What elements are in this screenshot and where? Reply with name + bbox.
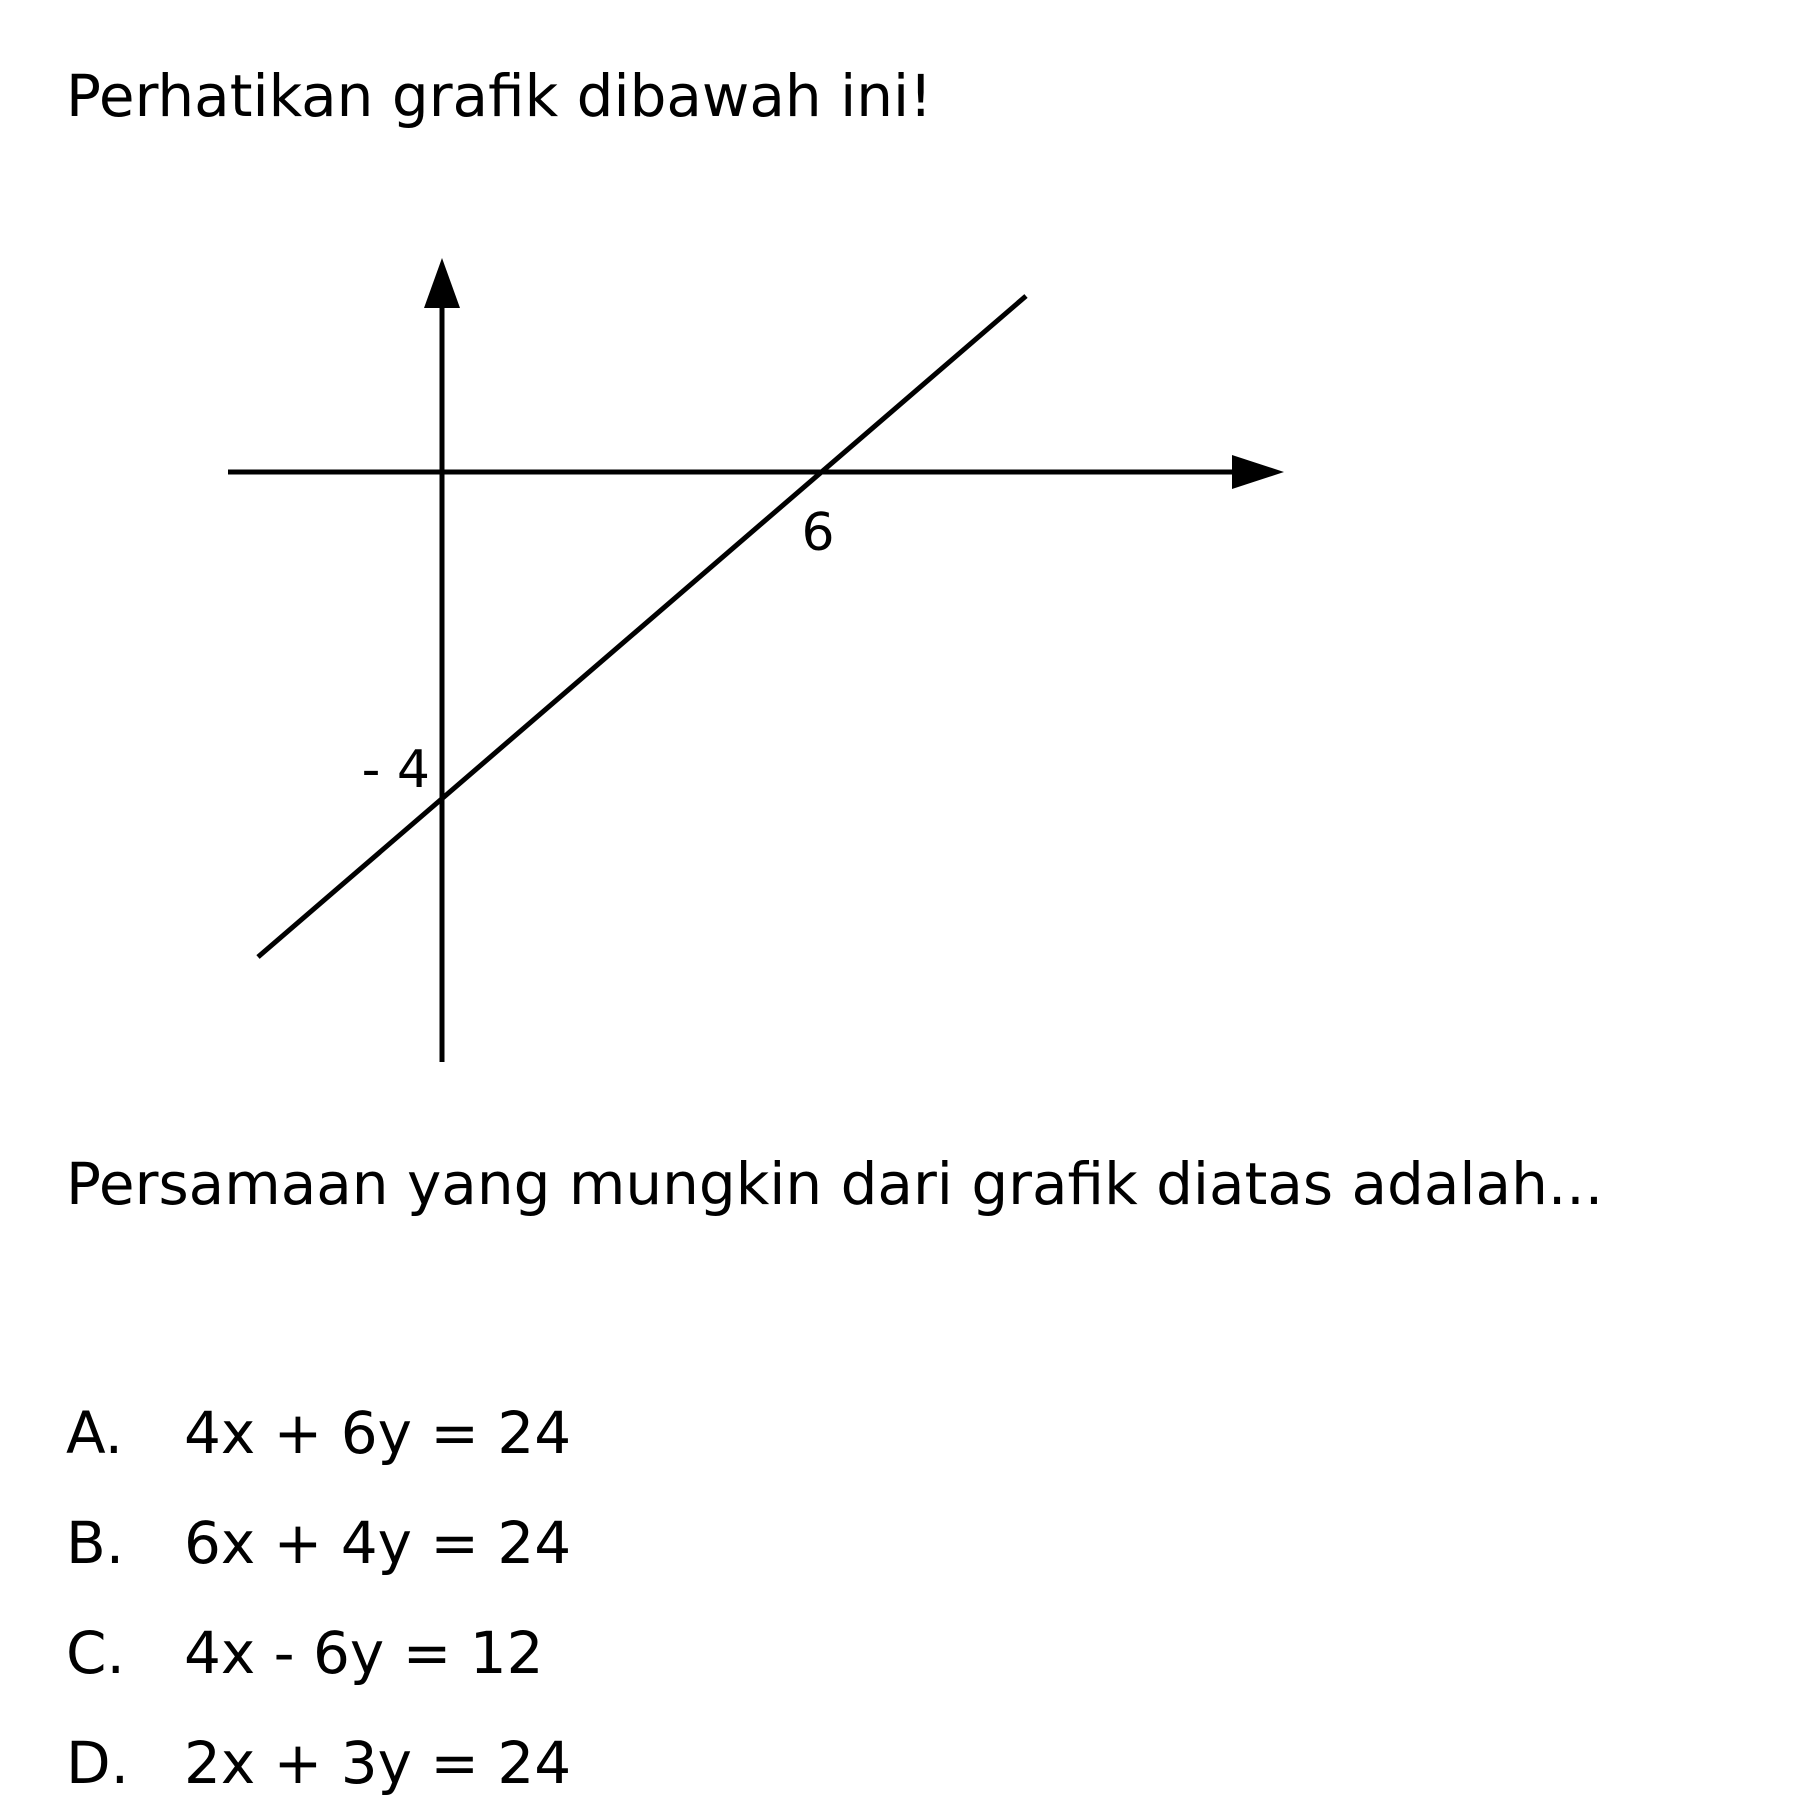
option-a[interactable] <box>66 1378 571 1488</box>
graph-line <box>258 296 1026 957</box>
x-axis-arrow-icon <box>1232 455 1284 489</box>
y-axis-arrow-icon <box>424 258 460 308</box>
answer-options <box>66 1378 571 1818</box>
option-d[interactable] <box>66 1708 571 1818</box>
option-letter: C. <box>66 1619 125 1687</box>
option-letter: D. <box>66 1729 130 1797</box>
option-letter: B. <box>66 1509 125 1577</box>
option-equation: 4x - 6y = 12 <box>184 1619 544 1687</box>
option-equation: 2x + 3y = 24 <box>184 1729 572 1797</box>
page-title: Perhatikan grafik dibawah ini! <box>66 62 933 130</box>
question-text: Persamaan yang mungkin dari grafik diatas adalah... <box>66 1150 1604 1218</box>
option-b[interactable] <box>66 1488 571 1598</box>
x-intercept-label: 6 <box>801 503 835 563</box>
option-letter: A. <box>66 1399 124 1467</box>
option-c[interactable] <box>66 1598 571 1708</box>
option-equation: 6x + 4y = 24 <box>184 1509 572 1577</box>
y-intercept-label: - 4 <box>361 740 430 800</box>
option-equation: 4x + 6y = 24 <box>184 1399 572 1467</box>
